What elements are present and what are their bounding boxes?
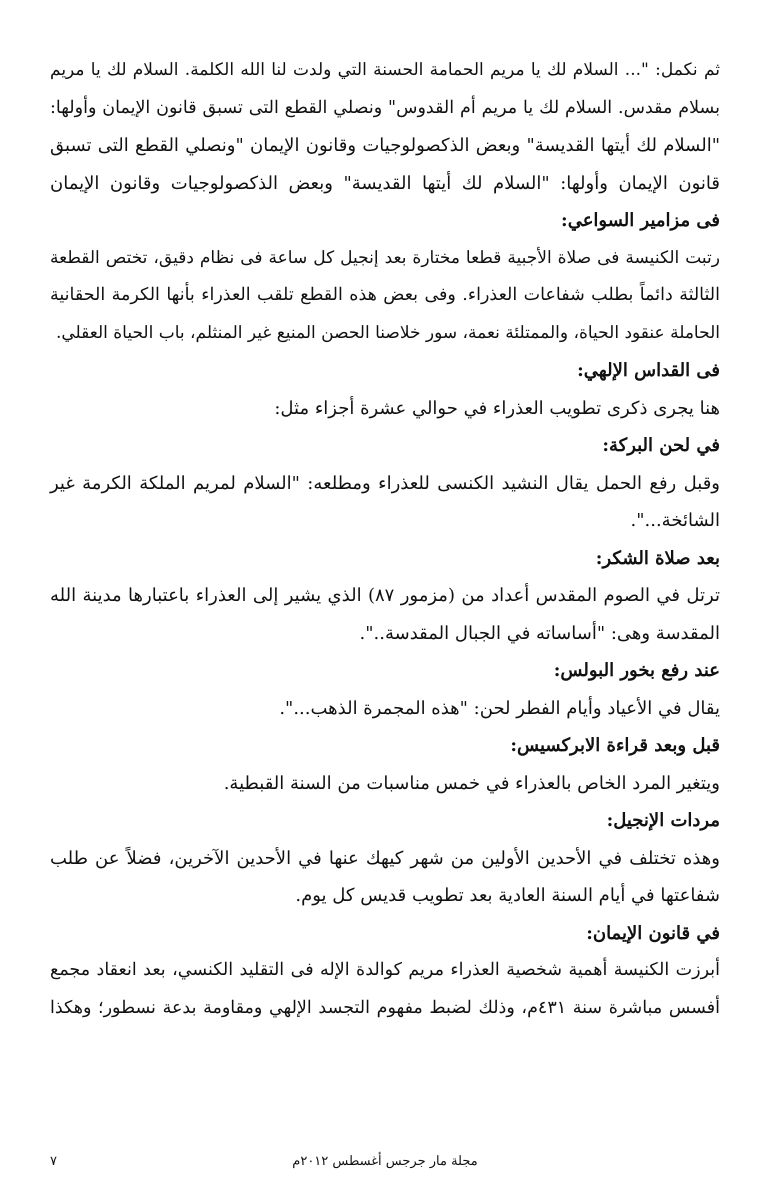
text-line: أبرزت الكنيسة أهمية شخصية العذراء مريم كوالدة الإله فى التقليد الكنسي، بعد انعقاد مجمع xyxy=(50,960,720,980)
text-line: المقدسة وهى: "أساساته في الجبال المقدسة..". xyxy=(359,622,720,644)
section-heading: قبل وبعد قراءة الابركسيس: xyxy=(510,735,720,756)
text-line: شفاعتها في أيام السنة العادية بعد تطويب قديس كل يوم. xyxy=(295,885,720,906)
text-line: أفسس مباشرة سنة ٤٣١م، وذلك لضبط مفهوم التجسد الإلهي ومقاومة بدعة نسطور؛ وهكذا xyxy=(50,997,720,1018)
text-line: رتبت الكنيسة فى صلاة الأجبية قطعا مختارة بعد إنجيل كل ساعة فى نظام دقيق، تختص القطعة xyxy=(50,247,720,268)
section-heading: فى مزامير السواعي: xyxy=(561,210,720,231)
section-heading: مردات الإنجيل: xyxy=(606,810,720,831)
text-line: "السلام لك أيتها القديسة" وبعض الذكصولوجيات وقانون الإيمان "ونصلي القطع التى تسبق xyxy=(50,135,720,156)
text-line: الثالثة دائماً بطلب شفاعات العذراء. وفى بعض هذه القطع تلقب العذراء بأنها الكرمة الحقانية xyxy=(50,285,720,305)
text-line: هنا يجرى ذكرى تطويب العذراء في حوالي عشرة أجزاء مثل: xyxy=(274,397,720,419)
article-body xyxy=(50,52,720,1027)
text-line: قانون الإيمان وأولها: "السلام لك أيتها القديسة" وبعض الذكصولوجيات وقانون الإيمان xyxy=(50,172,720,194)
section-heading: في قانون الإيمان: xyxy=(586,922,720,944)
section-heading: فى القداس الإلهي: xyxy=(577,360,720,381)
text-line: وهذه تختلف في الأحدين الأولين من شهر كيهك عنها في الأحدين الآخرين، فضلاً عن طلب xyxy=(50,847,720,869)
text-line: ويتغير المرد الخاص بالعذراء في خمس مناسبات من السنة القبطية. xyxy=(223,772,720,794)
text-line: الحاملة عنقود الحياة، والممتلئة نعمة، سور خلاصنا الحصن المنيع غير المنثلم، باب الحياة العقلي. xyxy=(55,322,720,343)
section-heading: في لحن البركة: xyxy=(602,435,720,456)
page-number: ٧ xyxy=(50,1154,57,1169)
text-line: بسلام مقدس. السلام لك يا مريم أم القدوس" ونصلي القطع التى تسبق قانون الإيمان وأولها: xyxy=(50,97,720,118)
section-heading: عند رفع بخور البولس: xyxy=(553,660,720,681)
journal-title: مجلة مار جرجس أغسطس ٢٠١٢م xyxy=(292,1154,478,1169)
text-line: ثم نكمل: "... السلام لك يا مريم الحمامة الحسنة التي ولدت لنا الله الكلمة. السلام لك يا مريم xyxy=(50,60,720,80)
text-line: ترتل في الصوم المقدس أعداد من (مزمور ٨٧) الذي يشير إلى العذراء باعتبارها مدينة الله xyxy=(50,585,720,606)
page-footer xyxy=(50,1152,720,1172)
section-heading: بعد صلاة الشكر: xyxy=(595,547,720,569)
text-line: الشائخة...". xyxy=(630,510,720,531)
text-line: وقبل رفع الحمل يقال النشيد الكنسى للعذراء ومطلعه: "السلام لمريم الملكة الكرمة غير xyxy=(50,472,720,494)
text-line: يقال في الأعياد وأيام الفطر لحن: "هذه المجمرة الذهب...". xyxy=(279,697,720,719)
